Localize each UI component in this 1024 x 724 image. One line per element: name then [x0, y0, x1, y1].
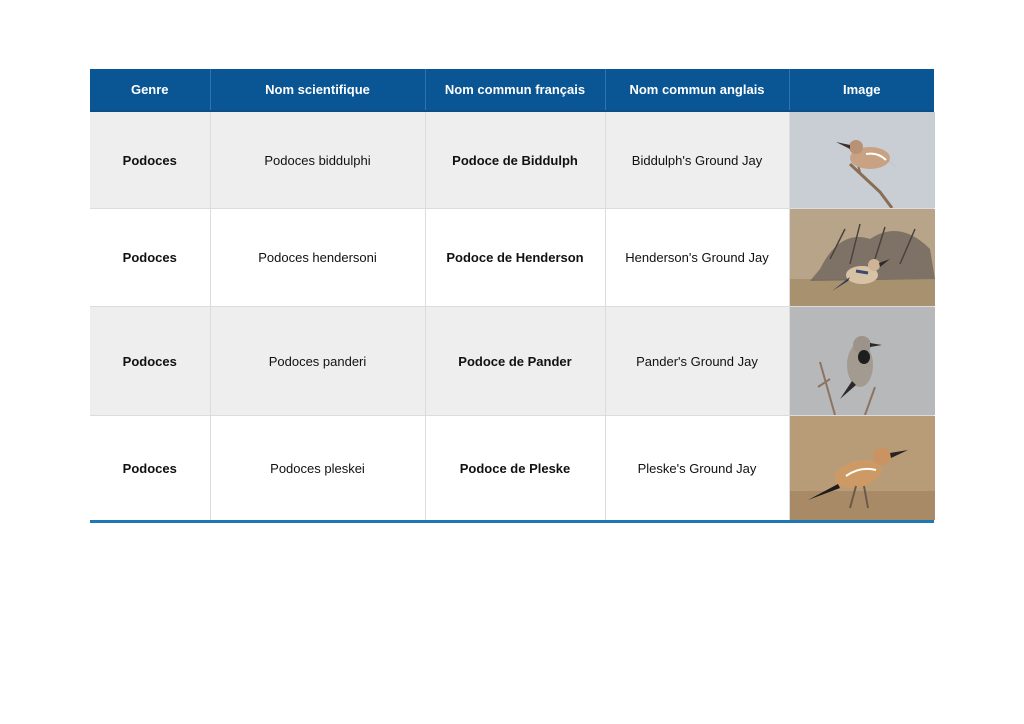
- cell-french-name: Podoce de Biddulph: [425, 111, 605, 209]
- species-table: [90, 69, 934, 523]
- table-header-row: [90, 69, 934, 111]
- bird-photo-biddulphi: [790, 112, 935, 208]
- cell-genre: Podoces: [90, 111, 210, 209]
- cell-english-name: Pleske's Ground Jay: [605, 416, 789, 522]
- header-scientific-name: Nom scientifique: [210, 69, 425, 111]
- cell-french-name: Podoce de Henderson: [425, 209, 605, 307]
- cell-english-name: Biddulph's Ground Jay: [605, 111, 789, 209]
- bird-photo-pleskei: [790, 416, 935, 520]
- header-french-name: Nom commun français: [425, 69, 605, 111]
- cell-scientific-name: Podoces biddulphi: [210, 111, 425, 209]
- header-genre: Genre: [90, 69, 210, 111]
- cell-genre: Podoces: [90, 416, 210, 522]
- cell-scientific-name: Podoces pleskei: [210, 416, 425, 522]
- table-row: [90, 416, 934, 522]
- cell-english-name: Henderson's Ground Jay: [605, 209, 789, 307]
- table-row: [90, 209, 934, 307]
- table-row: [90, 111, 934, 209]
- cell-scientific-name: Podoces panderi: [210, 307, 425, 416]
- cell-image: [789, 209, 934, 307]
- header-english-name: Nom commun anglais: [605, 69, 789, 111]
- species-table-container: [90, 69, 934, 523]
- cell-genre: Podoces: [90, 209, 210, 307]
- header-image: Image: [789, 69, 934, 111]
- cell-french-name: Podoce de Pander: [425, 307, 605, 416]
- table-row: [90, 307, 934, 416]
- bird-photo-hendersoni: [790, 209, 935, 306]
- cell-english-name: Pander's Ground Jay: [605, 307, 789, 416]
- cell-genre: Podoces: [90, 307, 210, 416]
- cell-french-name: Podoce de Pleske: [425, 416, 605, 522]
- cell-image: [789, 111, 934, 209]
- cell-scientific-name: Podoces hendersoni: [210, 209, 425, 307]
- cell-image: [789, 307, 934, 416]
- cell-image: [789, 416, 934, 522]
- bird-photo-panderi: [790, 307, 935, 415]
